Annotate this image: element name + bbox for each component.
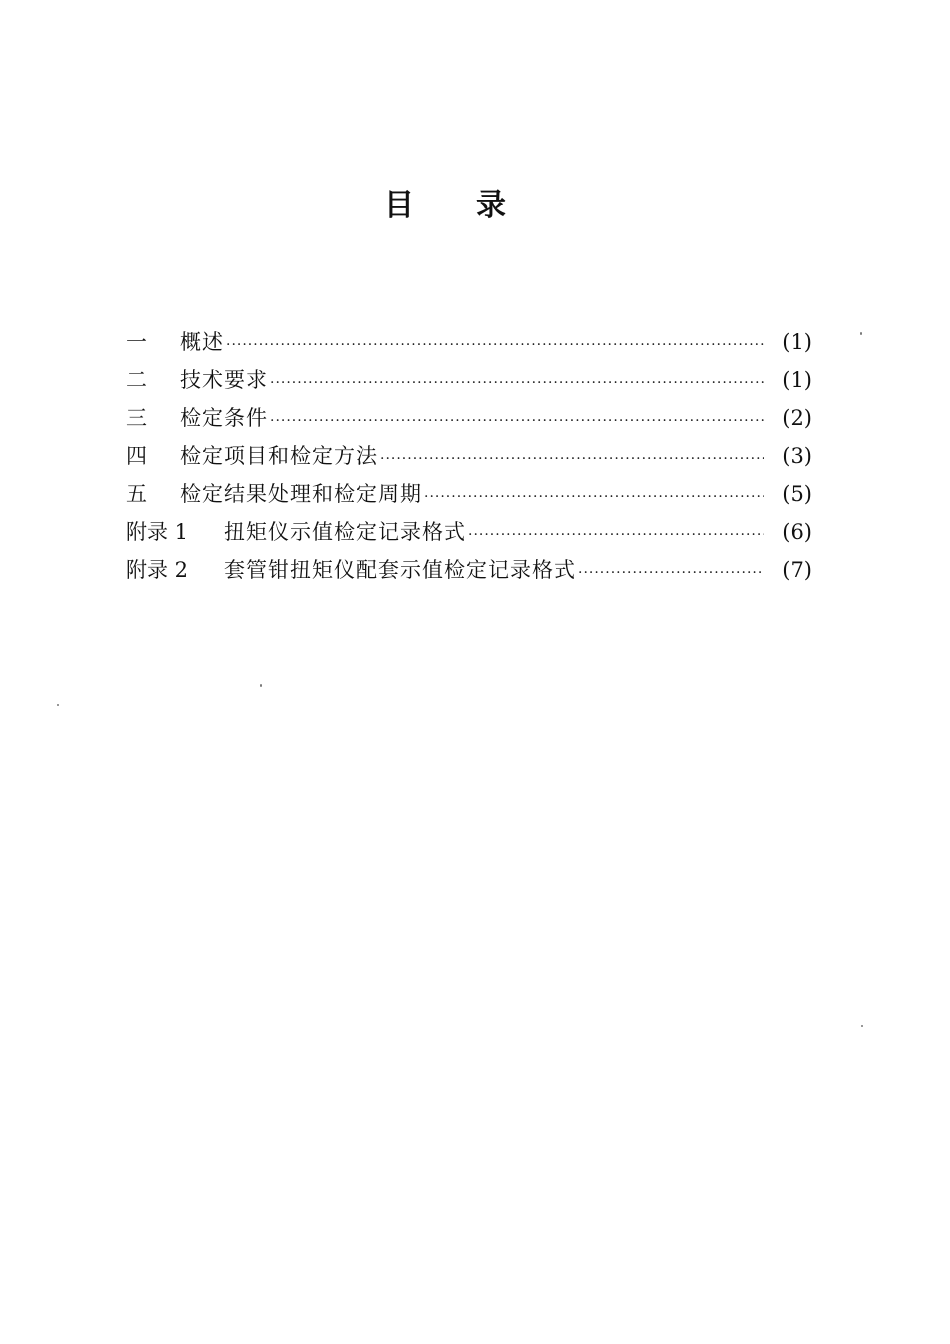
scan-speck [861, 1025, 863, 1027]
toc-appendix-label: 套管钳扭矩仪配套示值检定记录格式 [224, 558, 576, 582]
toc-appendix-2[interactable] [126, 551, 812, 589]
table-of-contents [126, 323, 812, 589]
toc-appendix-page: (7) [782, 558, 812, 582]
toc-entry-page: (2) [782, 406, 812, 430]
toc-entry-page: (1) [782, 330, 812, 354]
toc-entry-number: 五 [126, 482, 147, 506]
toc-dot-leader [578, 554, 764, 592]
toc-dot-leader [270, 402, 764, 440]
toc-appendix-number: 附录 2 [126, 558, 189, 582]
toc-entry-page: (1) [782, 368, 812, 392]
toc-entry-number: 四 [126, 444, 147, 468]
toc-dot-leader [270, 364, 764, 402]
toc-entry-number: 一 [126, 330, 147, 354]
toc-entry-label: 检定条件 [180, 406, 268, 430]
toc-entry-label: 检定项目和检定方法 [180, 444, 378, 468]
scan-speck [57, 704, 59, 706]
toc-appendix-page: (6) [782, 520, 812, 544]
toc-entry-5[interactable] [126, 475, 812, 513]
toc-entry-page: (5) [782, 482, 812, 506]
toc-entry-label: 检定结果处理和检定周期 [180, 482, 422, 506]
toc-dot-leader [226, 326, 764, 364]
toc-entry-label: 技术要求 [180, 368, 268, 392]
toc-dot-leader [380, 440, 764, 478]
scan-speck [260, 684, 262, 687]
toc-entry-number: 二 [126, 368, 147, 392]
toc-appendix-label: 扭矩仪示值检定记录格式 [224, 520, 466, 544]
toc-dot-leader [424, 478, 764, 516]
toc-appendix-number: 附录 1 [126, 520, 189, 544]
toc-entry-3[interactable] [126, 399, 812, 437]
toc-entry-number: 三 [126, 406, 147, 430]
toc-entry-1[interactable] [126, 323, 812, 361]
toc-appendix-1[interactable] [126, 513, 812, 551]
toc-entry-label: 概述 [180, 330, 224, 354]
scan-speck [860, 332, 862, 335]
toc-entry-2[interactable] [126, 361, 812, 399]
toc-dot-leader [468, 516, 764, 554]
toc-entry-page: (3) [782, 444, 812, 468]
page-title: 目录 [384, 188, 568, 223]
toc-entry-4[interactable] [126, 437, 812, 475]
